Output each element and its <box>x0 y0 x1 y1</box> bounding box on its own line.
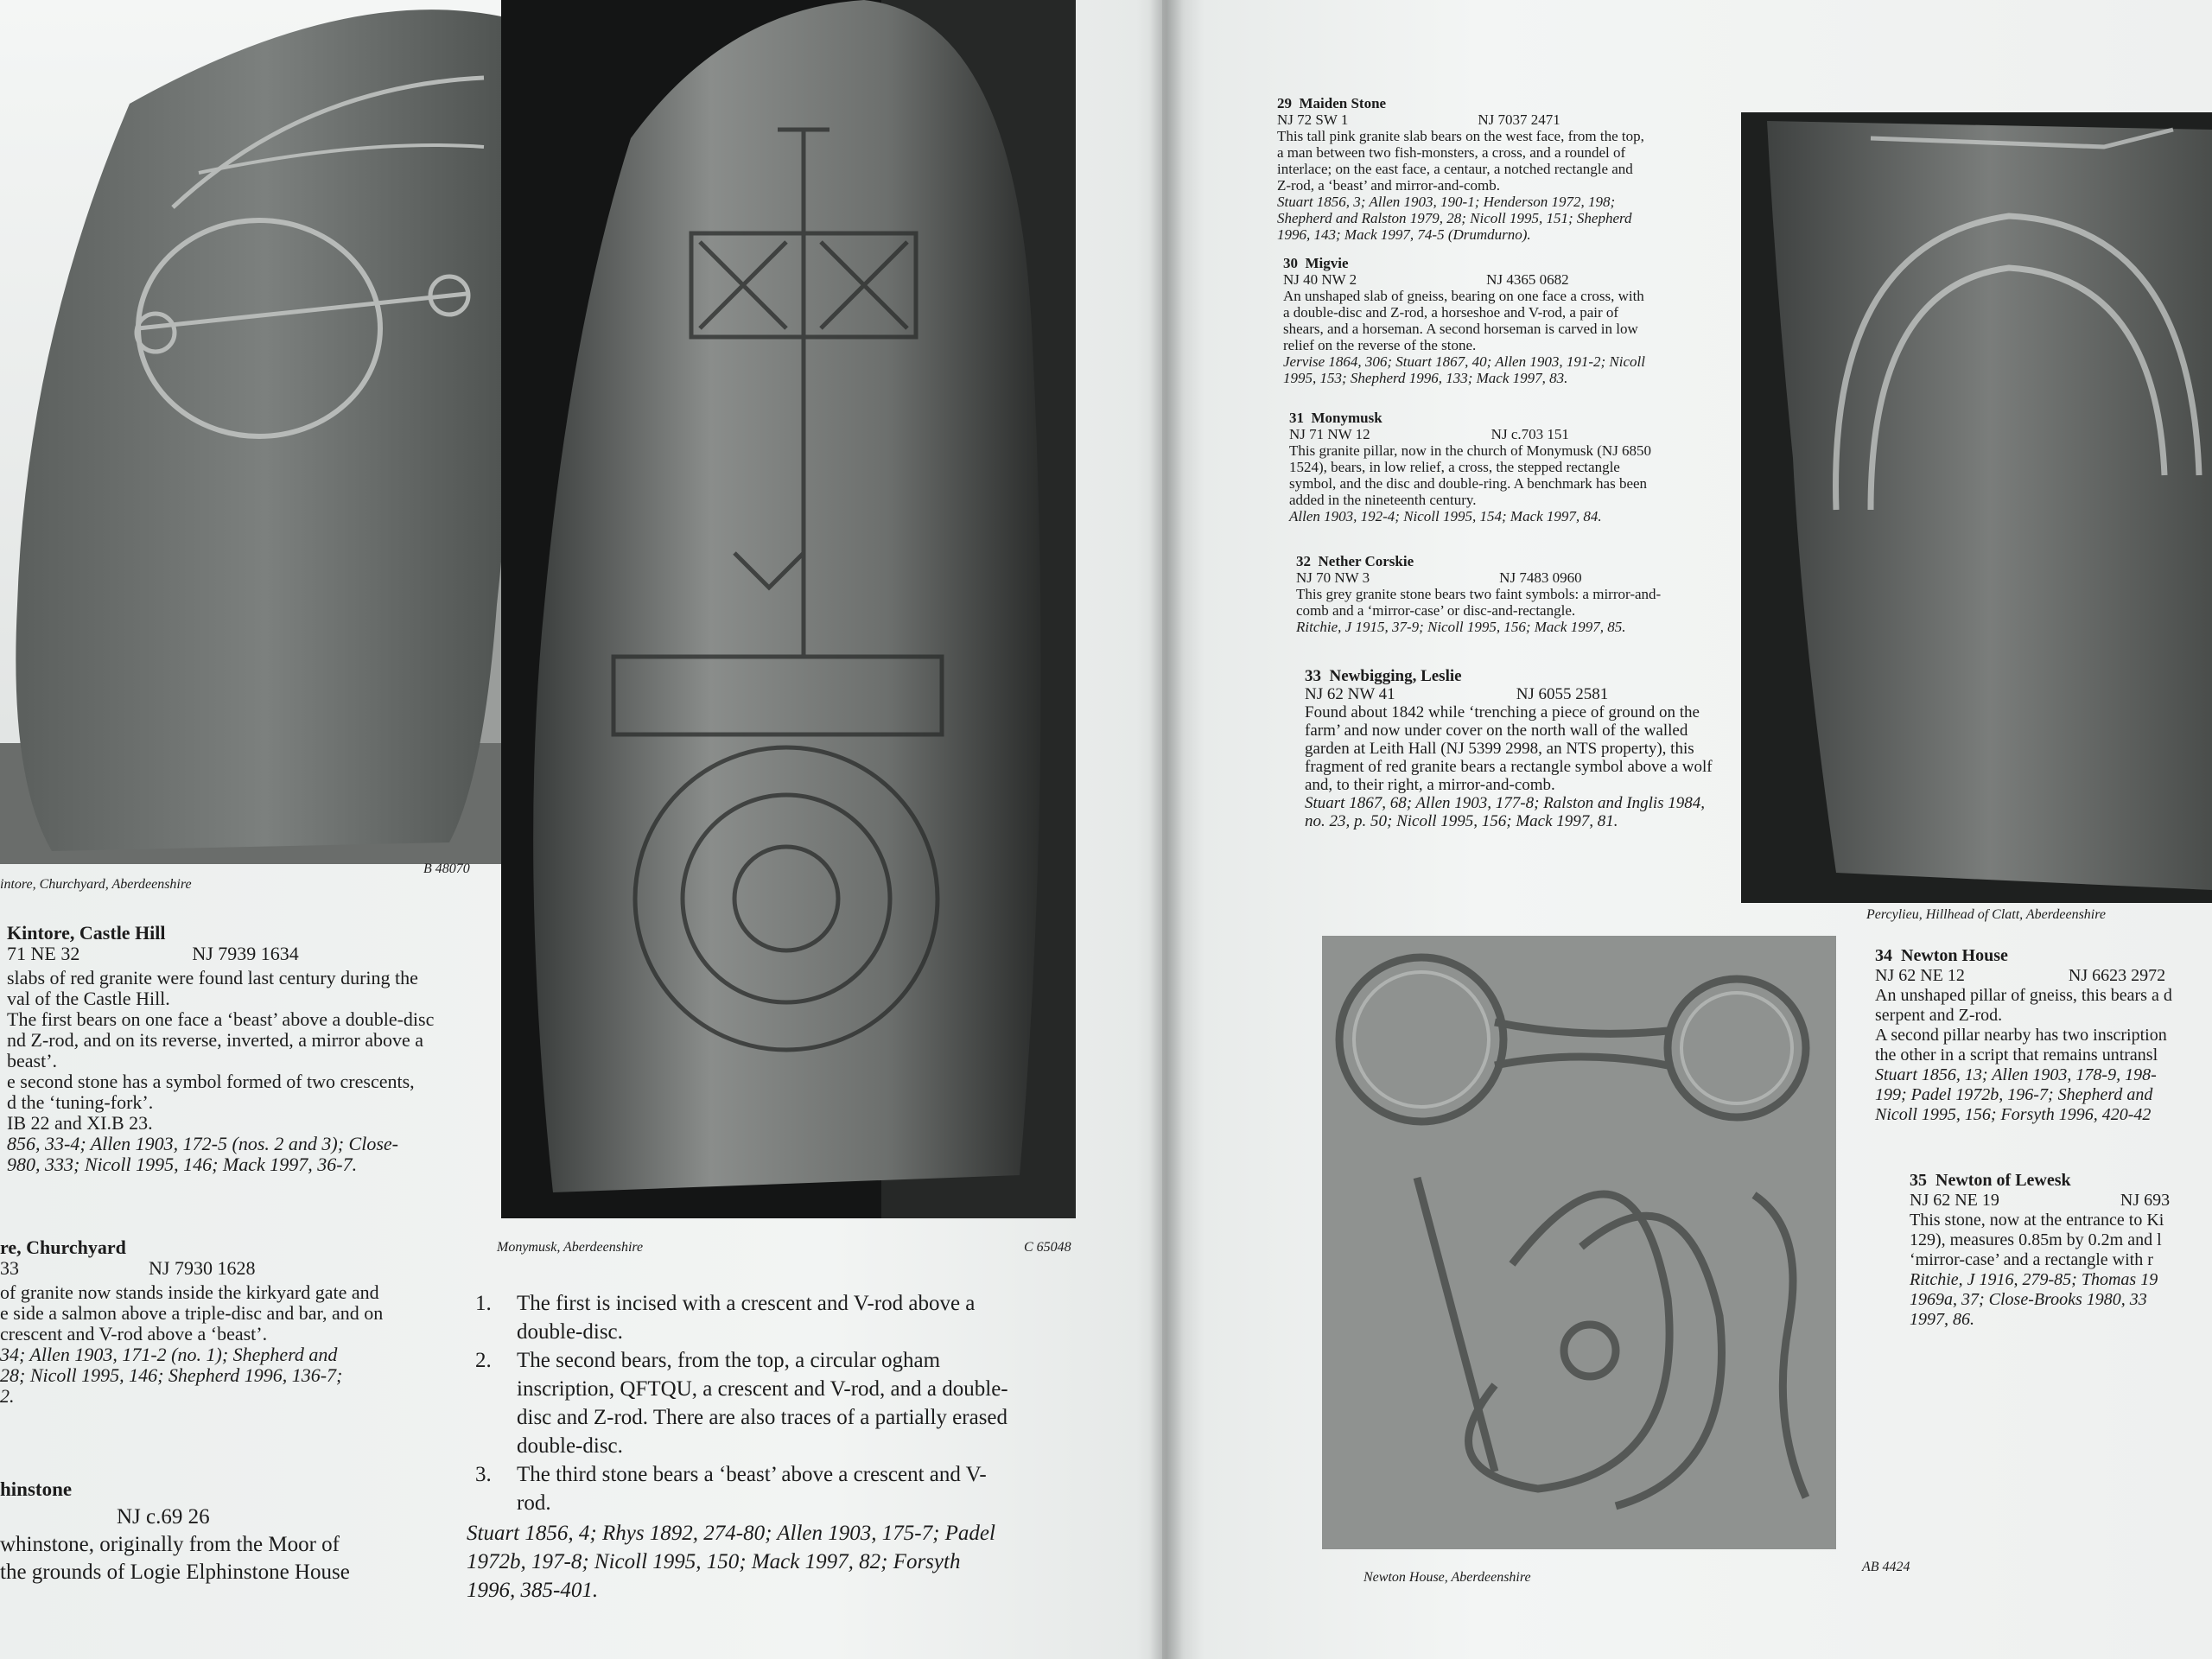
entry-line: nd Z-rod, and on its reverse, inverted, a mirror above a <box>7 1029 423 1051</box>
entry-number: 30 <box>1283 255 1298 271</box>
entry-line: An unshaped slab of gneiss, bearing on one face a cross, with <box>1283 288 1644 304</box>
entry-line: Found about 1842 while ‘trenching a piece of ground on the <box>1305 703 1700 721</box>
entry-grid: NJ c.69 26 <box>117 1505 210 1529</box>
entry-grid: NJ 4365 0682 <box>1486 271 1569 288</box>
entry-line: a double-disc and Z-rod, a horseshoe and V-rod, a pair of <box>1283 304 1619 321</box>
entry-line: serpent and Z-rod. <box>1875 1006 2003 1025</box>
entry-34-newton-house <box>1875 946 2172 1125</box>
entry-ref: NJ 62 NW 41 <box>1305 685 1395 703</box>
entry-line: whinstone, originally from the Moor of <box>0 1533 340 1556</box>
list-line: double-disc. <box>517 1320 623 1344</box>
entry-ref: NJ 72 SW 1 <box>1277 111 1349 128</box>
entry-refs-line: Allen 1903, 192-4; Nicoll 1995, 154; Mack 1997, 84. <box>1289 508 1602 524</box>
monymusk-photo-caption: Monymusk, Aberdeenshire <box>497 1240 644 1255</box>
entry-ref: NJ 71 NW 12 <box>1289 426 1370 442</box>
entry-refs-line: 1996, 143; Mack 1997, 74-5 (Drumdurno). <box>1277 226 1531 243</box>
entry-line: ‘mirror-case’ and a rectangle with r <box>1910 1250 2153 1269</box>
list-item <box>475 1346 1008 1460</box>
entry-grid: NJ 7939 1634 <box>192 943 299 964</box>
entry-refs-line: 856, 33-4; Allen 1903, 172-5 (nos. 2 and 3); Close- <box>7 1133 398 1154</box>
book-gutter <box>1149 0 1184 1659</box>
entry-33-newbigging <box>1305 667 1713 830</box>
entry-refs-line: Stuart 1856, 13; Allen 1903, 178-9, 198- <box>1875 1065 2157 1084</box>
list-refs-line: 1972b, 197-8; Nicoll 1995, 150; Mack 1997, 82; Forsyth <box>467 1550 961 1573</box>
entry-line: the grounds of Logie Elphinstone House <box>0 1560 350 1584</box>
entry-title: Nether Corskie <box>1318 553 1414 569</box>
entry-line: val of the Castle Hill. <box>7 988 170 1009</box>
kintore-photo-caption: intore, Churchyard, Aberdeenshire <box>0 877 192 892</box>
entry-ref: NJ 62 NE 12 <box>1875 966 1965 985</box>
entry-grid: NJ 6623 2972 <box>2068 966 2166 985</box>
entry-29-maiden-stone <box>1277 95 1644 243</box>
entry-number: 29 <box>1277 95 1292 111</box>
entry-title: Maiden Stone <box>1299 95 1387 111</box>
entry-line: d the ‘tuning-fork’. <box>7 1091 154 1113</box>
entry-number: 35 <box>1910 1171 1927 1190</box>
entry-elphinstone <box>0 1476 350 1586</box>
list-line: The first is incised with a crescent and V-rod above a <box>517 1292 976 1315</box>
entry-32-nether-corskie <box>1296 553 1661 635</box>
entry-line: This grey granite stone bears two faint symbols: a mirror-and- <box>1296 586 1662 602</box>
entry-line: symbol, and the disc and double-ring. A benchmark has been <box>1289 475 1648 492</box>
entry-line: crescent and V-rod above a ‘beast’. <box>0 1323 268 1344</box>
entry-title: Migvie <box>1305 255 1349 271</box>
monymusk-stone-list <box>467 1289 1008 1605</box>
monymusk-stone-photo <box>501 0 1076 1218</box>
newton-photo-caption: Newton House, Aberdeenshire <box>1363 1570 1531 1585</box>
entry-refs-line: 1969a, 37; Close-Brooks 1980, 33 <box>1910 1290 2147 1309</box>
entry-grid: NJ 693 <box>2120 1191 2171 1210</box>
entry-title: re, Churchyard <box>0 1236 126 1258</box>
entry-refs-line: 34; Allen 1903, 171-2 (no. 1); Shepherd and <box>0 1344 338 1365</box>
entry-refs-line: 199; Padel 1972b, 196-7; Shepherd and <box>1875 1085 2153 1104</box>
entry-title: Newton House <box>1901 946 2008 965</box>
entry-refs-line: Stuart 1867, 68; Allen 1903, 177-8; Ralston and Inglis 1984, <box>1305 794 1706 812</box>
entry-refs-line: 2. <box>0 1385 15 1407</box>
entry-line: shears, and a horseman. A second horseman is carved in low <box>1283 321 1638 337</box>
entry-ref: NJ 62 NE 19 <box>1910 1191 1999 1210</box>
list-line: inscription, QFTQU, a crescent and V-rod, and a double- <box>517 1377 1008 1401</box>
entry-31-monymusk <box>1289 410 1651 524</box>
entry-line: relief on the reverse of the stone. <box>1283 337 1477 353</box>
percylieu-photo-caption: Percylieu, Hillhead of Clatt, Aberdeenshire <box>1866 907 2106 922</box>
entry-line: fragment of red granite bears a rectangle symbol above a wolf <box>1305 758 1713 776</box>
entry-title: Newbigging, Leslie <box>1329 667 1462 685</box>
entry-line: added in the nineteenth century. <box>1289 492 1477 508</box>
entry-grid: NJ 7037 2471 <box>1478 111 1560 128</box>
entry-number: 34 <box>1875 946 1892 965</box>
entry-title: Newton of Lewesk <box>1936 1171 2071 1190</box>
entry-line: beast’. <box>7 1050 58 1071</box>
entry-refs-line: 28; Nicoll 1995, 146; Shepherd 1996, 136-7; <box>0 1364 343 1386</box>
entry-refs-line: Stuart 1856, 3; Allen 1903, 190-1; Henderson 1972, 198; <box>1277 194 1616 210</box>
entry-line: A second pillar nearby has two inscription <box>1875 1026 2167 1045</box>
entry-line: 129), measures 0.85m by 0.2m and l <box>1910 1230 2162 1249</box>
entry-ref: NJ 70 NW 3 <box>1296 569 1370 586</box>
entry-line: The first bears on one face a ‘beast’ above a double-disc <box>7 1008 435 1030</box>
entry-line: This stone, now at the entrance to Ki <box>1910 1211 2164 1230</box>
entry-title: hinstone <box>0 1478 73 1500</box>
entry-title: Kintore, Castle Hill <box>7 922 166 944</box>
entry-line: a man between two fish-monsters, a cross, and a roundel of <box>1277 144 1626 161</box>
entry-refs-line: Shepherd and Ralston 1979, 28; Nicoll 1995, 151; Shepherd <box>1277 210 1632 226</box>
entry-line: e side a salmon above a triple-disc and bar, and on <box>0 1302 384 1324</box>
list-line: The third stone bears a ‘beast’ above a crescent and V- <box>517 1463 987 1486</box>
entry-line: and, to their right, a mirror-and-comb. <box>1305 776 1555 794</box>
list-number: 2. <box>475 1349 492 1372</box>
entry-30-migvie <box>1283 255 1645 386</box>
list-refs-line: Stuart 1856, 4; Rhys 1892, 274-80; Allen 1903, 175-7; Padel <box>467 1522 995 1545</box>
entry-grid: NJ c.703 151 <box>1491 426 1569 442</box>
list-item <box>475 1289 1008 1346</box>
entry-number: 32 <box>1296 553 1311 569</box>
entry-refs-line: no. 23, p. 50; Nicoll 1995, 156; Mack 1997, 81. <box>1305 812 1618 830</box>
entry-line: farm’ and now under cover on the north wall of the walled <box>1305 721 1688 740</box>
newton-photo-code: AB 4424 <box>1862 1560 1910 1574</box>
entry-ref: 33 <box>0 1257 19 1279</box>
entry-line: comb and a ‘mirror-case’ or disc-and-rectangle. <box>1296 602 1576 619</box>
entry-line: e second stone has a symbol formed of two crescents, <box>7 1071 415 1092</box>
entry-refs-line: 1995, 153; Shepherd 1996, 133; Mack 1997, 83. <box>1283 370 1568 386</box>
entry-line: This tall pink granite slab bears on the west face, from the top, <box>1277 128 1644 144</box>
monymusk-photo-code: C 65048 <box>1024 1240 1071 1255</box>
entry-refs-line: Jervise 1864, 306; Stuart 1867, 40; Allen 1903, 191-2; Nicoll <box>1283 353 1645 370</box>
entry-line: 1524), bears, in low relief, a cross, the stepped rectangle <box>1289 459 1620 475</box>
entry-kintore-churchyard <box>0 1237 383 1407</box>
entry-line: IB 22 and XI.B 23. <box>7 1112 153 1134</box>
entry-line: garden at Leith Hall (NJ 5399 2998, an NTS property), this <box>1305 740 1694 758</box>
list-line: rod. <box>517 1491 551 1515</box>
list-number: 3. <box>475 1463 492 1486</box>
entry-line: the other in a script that remains untransl <box>1875 1046 2158 1065</box>
list-line: The second bears, from the top, a circular ogham <box>517 1349 941 1372</box>
entry-ref: 71 NE 32 <box>7 943 80 964</box>
entry-line: An unshaped pillar of gneiss, this bears a d <box>1875 986 2172 1005</box>
entry-35-newton-of-lewesk <box>1910 1171 2170 1330</box>
list-line: double-disc. <box>517 1434 623 1458</box>
entry-refs-line: 980, 333; Nicoll 1995, 146; Mack 1997, 36-7. <box>7 1154 358 1175</box>
entry-refs-line: 1997, 86. <box>1910 1310 1974 1329</box>
kintore-photo-code: B 48070 <box>423 861 470 876</box>
entry-kintore-castle <box>7 923 434 1175</box>
entry-number: 31 <box>1289 410 1304 426</box>
entry-ref: NJ 40 NW 2 <box>1283 271 1357 288</box>
kintore-stone-photo <box>0 0 531 864</box>
entry-grid: NJ 7483 0960 <box>1499 569 1582 586</box>
entry-line: Z-rod, a ‘beast’ and mirror-and-comb. <box>1277 177 1501 194</box>
entry-line: This granite pillar, now in the church of Monymusk (NJ 6850 <box>1289 442 1652 459</box>
entry-number: 33 <box>1305 667 1321 685</box>
entry-line: interlace; on the east face, a centaur, a notched rectangle and <box>1277 161 1633 177</box>
entry-line: of granite now stands inside the kirkyard gate and <box>0 1281 379 1303</box>
entry-grid: NJ 6055 2581 <box>1516 685 1609 703</box>
list-item <box>475 1460 1008 1517</box>
entry-title: Monymusk <box>1311 410 1382 426</box>
entry-refs-line: Ritchie, J 1916, 279-85; Thomas 19 <box>1910 1270 2158 1289</box>
newton-house-stone-photo <box>1322 936 1836 1549</box>
entry-line: slabs of red granite were found last century during the <box>7 967 418 988</box>
entry-refs-line: Ritchie, J 1915, 37-9; Nicoll 1995, 156; Mack 1997, 85. <box>1296 619 1626 635</box>
entry-grid: NJ 7930 1628 <box>149 1257 256 1279</box>
list-refs-line: 1996, 385-401. <box>467 1579 599 1602</box>
list-line: disc and Z-rod. There are also traces of a partially erased <box>517 1406 1008 1429</box>
percylieu-stone-photo <box>1741 112 2212 903</box>
entry-refs-line: Nicoll 1995, 156; Forsyth 1996, 420-42 <box>1875 1105 2152 1124</box>
list-number: 1. <box>475 1292 492 1315</box>
